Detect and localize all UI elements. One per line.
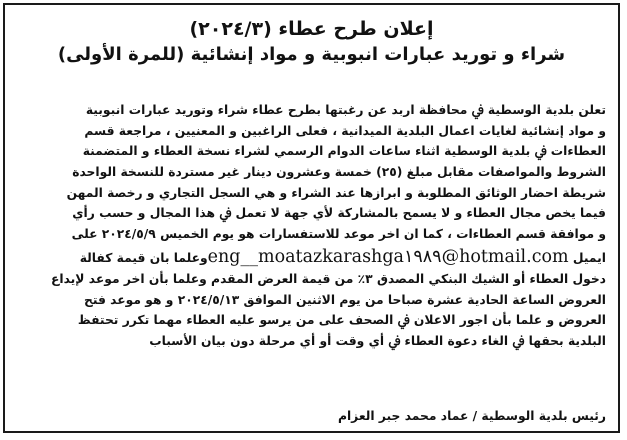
body-line: شريطة احضار الوثائق المطلوبة و ابرازها عند الشراء و هي السجل التجاري و رخصة المهن [66,185,606,200]
email-prefix: ايميل [572,250,606,265]
notice-title: إعلان طرح عطاء (٢٠٢٤/٣) [189,18,434,40]
contact-email: eng__moatazkarashga١٩٨٩@hotmail.com [207,246,569,267]
notice-subtitle: شراء و توريد عبارات انبوبية و مواد إنشائية (للمرة الأولى) [57,44,566,65]
body-line: و مواد إنشائية لغايات اعمال البلدية الميدانية ، فعلى الراغبين و المعنيين ، مراجعة قسم [84,123,606,138]
body-line: العطاءات ﰲ بلدية الوسطية اثناء ساعات الدوام الرسمي لشراء نسخة العطاء و المتضمنة [82,144,606,159]
notice-frame [3,3,620,433]
body-line: العروض و علما بأن اجور الاعلان ﰲ الصحف على من يرسو عليه العطاء مهما تكرر تحتفظ [77,313,606,328]
body-line: فيما يخص مجال العطاء و لا يسمح بالمشاركة لأي جهة لا تعمل ﰲ هذا المجال و حسب رأي [72,206,606,221]
body-line: و موافقة قسم العطاءات ، كما ان اخر موعد للاستفسارات هو يوم الخميس ٢٠٢٤/٥/٩ على [71,227,606,242]
body-line: تعلن بلدية الوسطية ﰲ محافظة اربد عن رغبتها بطرح عطاء شراء وتوريد عبارات انبوبية [85,103,606,117]
body-line: البلدية بحقها ﰲ الغاء دعوة العطاء ﰲ أي وقت أو أي مرحلة دون بيان الأسباب [149,333,606,348]
notice-body [19,100,606,352]
body-line: دخول العطاء أو الشيك البنكي المصدق ٣٪ من قيمة العرض المقدم وعلما بأن اخر موعد لإيداع [50,271,606,286]
email-line [19,245,606,269]
email-suffix: وعلما بان قيمة كفالة [79,250,208,265]
body-line: الشروط والمواصفات مقابل مبلغ (٢٥) خمسة وعشرون دينار غير مستردة للنسخة الواحدة [72,165,606,180]
body-line: العروض الساعة الحادية عشرة صباحا من يوم الاثنين الموافق ٢٠٢٤/٥/١٣ و هو موعد فتح [83,292,606,307]
signature: رئيس بلدية الوسطية / عماد محمد جبر العزام [337,409,606,423]
